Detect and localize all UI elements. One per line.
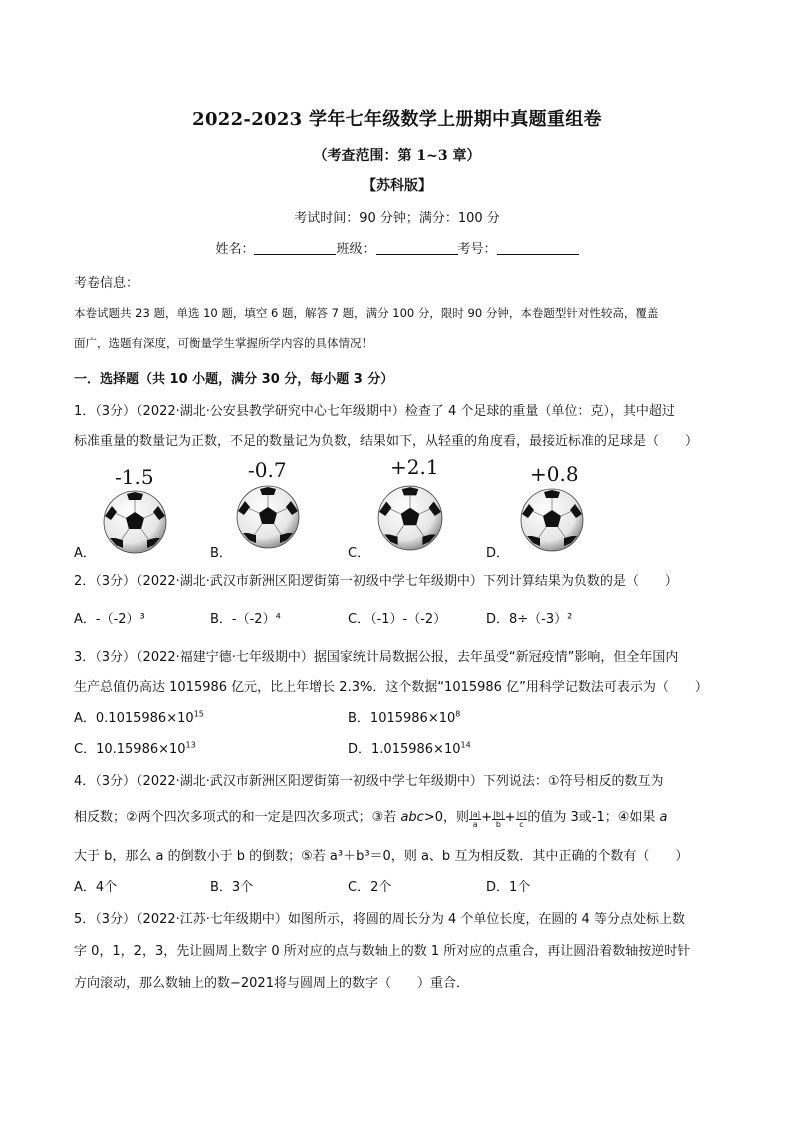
frac-b-icon: $\frac{|b|}{b}$	[493, 810, 504, 829]
q2-line-1: 2．（3分）（2022·湖北·武汉市新洲区阳逻街第一初级中学七年级期中）下列计算结果为负数的是（ ）	[74, 574, 678, 589]
q3-option-d-base: 1.015986×10	[371, 742, 461, 757]
id-blank[interactable]	[497, 242, 579, 255]
q4-line-1: 4．（3分）（2022·湖北·武汉市新洲区阳逻街第一初级中学七年级期中）下列说法：①符号相反的数互为	[74, 774, 664, 789]
soccer-ball-d-icon	[520, 488, 584, 552]
q3-option-d-letter: D．	[348, 742, 372, 757]
ball-a-value: -1.5	[115, 465, 154, 489]
q3-option-c-exp: 13	[185, 740, 196, 750]
id-label: 考号：	[457, 242, 497, 257]
q4-option-c[interactable]: C．2个	[348, 880, 392, 895]
q1-option-a[interactable]: A．	[74, 546, 96, 561]
q3-line-2: 生产总值仍高达 1015986 亿元，比上年增长 2.3%．这个数据“1015986 亿”用科学记数法可表示为（ ）	[74, 680, 708, 695]
exam-time: 考试时间：90 分钟；满分：100 分	[294, 211, 500, 226]
q4-line-2-var-a: a	[659, 810, 668, 825]
q1-line-2: 标准重量的数量记为正数，不足的数量记为负数，结果如下，从轻重的角度看，最接近标准的足球是（ ）	[74, 434, 699, 449]
q2-option-b[interactable]: B．-（-2）⁴	[210, 612, 281, 627]
q1-option-c[interactable]: C．	[348, 546, 371, 561]
info-line-1: 本卷试题共 23 题，单选 10 题，填空 6 题，解答 7 题，满分 100 分，限时 90 分钟，本卷题型针对性较高，覆盖	[74, 306, 659, 320]
exam-title: 2022-2023 学年七年级数学上册期中真题重组卷	[192, 109, 602, 130]
q4-option-a[interactable]: A．4个	[74, 880, 118, 895]
q3-line-1: 3．（3分）（2022·福建宁德·七年级期中）据国家统计局数据公报，去年虽受“新冠疫情”影响，但全年国内	[74, 650, 679, 665]
soccer-ball-c-icon	[377, 485, 443, 551]
q4-option-d[interactable]: D．1个	[486, 880, 531, 895]
info-line-2: 面广，选题有深度，可衡量学生掌握所学内容的具体情况！	[74, 336, 373, 350]
section-heading: 一．选择题（共 10 小题，满分 30 分，每小题 3 分）	[74, 372, 394, 387]
q3-option-b-exp: 8	[455, 709, 461, 719]
q3-option-a-letter: A．	[74, 711, 96, 726]
q3-option-b[interactable]	[348, 707, 460, 726]
q4-line-2: 相反数；②两个四次多项式的和一定是四次多项式；③若 abc>0，则 $\frac{|a|}{a}$ + $\frac{|b|}{b}$ + $\frac{|c|}{c}$ 的值为 3或-1；④如果 a	[74, 810, 668, 829]
name-label: 姓名：	[215, 242, 255, 257]
q1-line-1: 1．（3分）（2022·湖北·公安县教学研究中心七年级期中）检查了 4 个足球的重量（单位：克），其中超过	[74, 404, 675, 419]
q5-line-3: 方向滚动，那么数轴上的数−2021将与圆周上的数字（ ）重合．	[74, 976, 469, 991]
q2-option-d[interactable]: D．8÷（-3）²	[486, 612, 573, 627]
q1-option-d[interactable]: D．	[486, 546, 510, 561]
exam-edition: 【苏科版】	[362, 178, 432, 194]
q3-option-a-exp: 15	[193, 709, 204, 719]
ball-d-value: +0.8	[530, 462, 579, 486]
q3-option-c-base: 10.15986×10	[96, 742, 186, 757]
q3-option-b-base: 1015986×10	[369, 711, 456, 726]
soccer-ball-a-icon	[103, 490, 167, 554]
class-blank[interactable]	[376, 242, 458, 255]
q2-option-a[interactable]: A．-（-2）³	[74, 612, 145, 627]
q3-option-d-exp: 14	[460, 740, 471, 750]
q3-option-a[interactable]	[74, 707, 204, 726]
q3-option-c[interactable]	[74, 738, 196, 757]
q4-option-b[interactable]: B．3个	[210, 880, 254, 895]
q3-option-a-base: 0.1015986×10	[95, 711, 194, 726]
name-blank[interactable]	[254, 242, 336, 255]
ball-c-value: +2.1	[390, 455, 439, 479]
frac-a-icon: $\frac{|a|}{a}$	[470, 810, 481, 829]
q3-option-d[interactable]	[348, 738, 471, 757]
soccer-ball-b-icon	[236, 485, 300, 549]
q4-line-2-part-d: 的值为 3或-1；④如果	[527, 810, 660, 825]
exam-scope: （考查范围：第 1~3 章）	[313, 148, 481, 164]
class-label: 班级：	[336, 242, 376, 257]
q4-line-3: 大于 b，那么 a 的倒数小于 b 的倒数；⑤若 a³＋b³＝0，则 a、b 互为相反数．其中正确的个数有（ ）	[74, 849, 689, 864]
student-fields	[0, 238, 794, 257]
ball-b-value: -0.7	[248, 458, 287, 482]
q2-option-c[interactable]: C．（-1）-（-2）	[348, 612, 447, 627]
q5-line-2: 字 0，1，2，3，先让圆周上数字 0 所对应的点与数轴上的数 1 所对应的点重合，再让圆沿着数轴按逆时针	[74, 944, 691, 959]
q4-abc: abc	[400, 810, 424, 825]
info-heading: 考卷信息：	[74, 276, 140, 291]
frac-c-icon: $\frac{|c|}{c}$	[516, 810, 527, 829]
q3-option-c-letter: C．	[74, 742, 97, 757]
q3-option-b-letter: B．	[348, 711, 370, 726]
q4-line-2-part-c: >0，则	[423, 810, 469, 825]
q1-option-b[interactable]: B．	[210, 546, 232, 561]
q4-line-2-part-a: 相反数；②两个四次多项式的和一定是四次多项式；③若	[74, 810, 401, 825]
q5-line-1: 5．（3分）（2022·江苏·七年级期中）如图所示，将圆的周长分为 4 个单位长度，在圆的 4 等分点处标上数	[74, 912, 685, 927]
